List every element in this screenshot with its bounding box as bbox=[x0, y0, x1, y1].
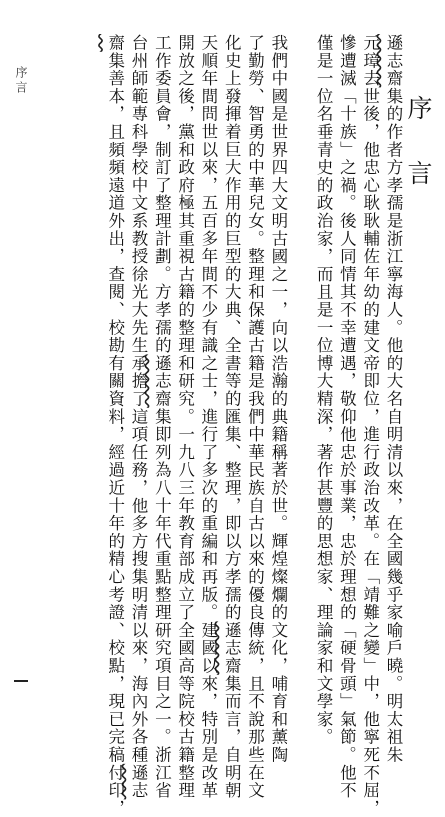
page-number bbox=[14, 680, 28, 682]
text-column-2: 元璋去世後，他忠心耿耿輔佐年幼的建文帝即位，進行政治改革。在「靖難之變」中，他寧死不屈， bbox=[360, 34, 380, 817]
book-title-mark: 遜志齋 bbox=[222, 621, 242, 675]
text-column-12: 齋集善本，且頻頻遠道外出，查閱、校勘有關資料，經過近十年的精心考證、校點，現已完稿付印， bbox=[105, 34, 125, 817]
text-column-4: 僅是一位名垂青史的政治家，而且是一位博大精深，著作甚豐的思想家、理論家和文學家。 bbox=[314, 34, 334, 746]
preface-text bbox=[65, 34, 405, 817]
text-column-1: 遜志齋集的作者方孝孺是浙江寧海人。他的大名自明清以來，在全國幾乎家喻戶曉。明太祖朱 bbox=[384, 34, 403, 764]
book-title-mark: 遜志齋 bbox=[152, 354, 172, 408]
text-column-7: 化史上發揮着巨大作用的巨型的大典、全書等的匯集、整理，即以方孝孺的遜志齋集而言，自明朝 bbox=[222, 34, 242, 800]
text-column-11: 台州師範專科學校中文系教授徐光大先生承擔了這項任務，他多方搜集明清以來，海內外各種遜志 bbox=[129, 34, 149, 800]
text-column-10: 工作委員會，制訂了整理計劃。方孝孺的遜志齋集即列為八十年代重點整理研究項目之一。浙江省 bbox=[152, 34, 172, 800]
text-column-5: 我們中國是世界四大文明古國之一，向以浩瀚的典籍稱著於世。輝煌燦爛的文化，哺育和薰陶 bbox=[268, 34, 288, 764]
book-title-mark: 齋 bbox=[105, 34, 125, 52]
page-title: 序言 bbox=[404, 95, 433, 225]
text-column-9: 開放之後，黨和政府極其重視古籍的整理和研究。一九八三年教育部成立了全國高等院校古籍整理 bbox=[175, 34, 195, 800]
text-column-8: 天順年間問世以來，五百多年間不少有識之士，進行了多次的重編和再版。建國以來，特別是改革 bbox=[198, 34, 218, 800]
running-header: 序言 bbox=[14, 66, 28, 96]
text-column-6: 了勤勞、智勇的中華兒女。整理和保護古籍是我們中華民族自古以來的優良傳統，且不說那些在文 bbox=[245, 34, 265, 800]
book-title-mark: 遜志齋 bbox=[384, 34, 403, 88]
book-title-mark: 遜志 bbox=[129, 763, 149, 800]
text-column-3: 慘遭滅「十族」之禍。後人同情其不幸遭遇，敬仰他忠於事業，忠於理想的「硬骨頭」氣節。他不 bbox=[337, 34, 357, 800]
